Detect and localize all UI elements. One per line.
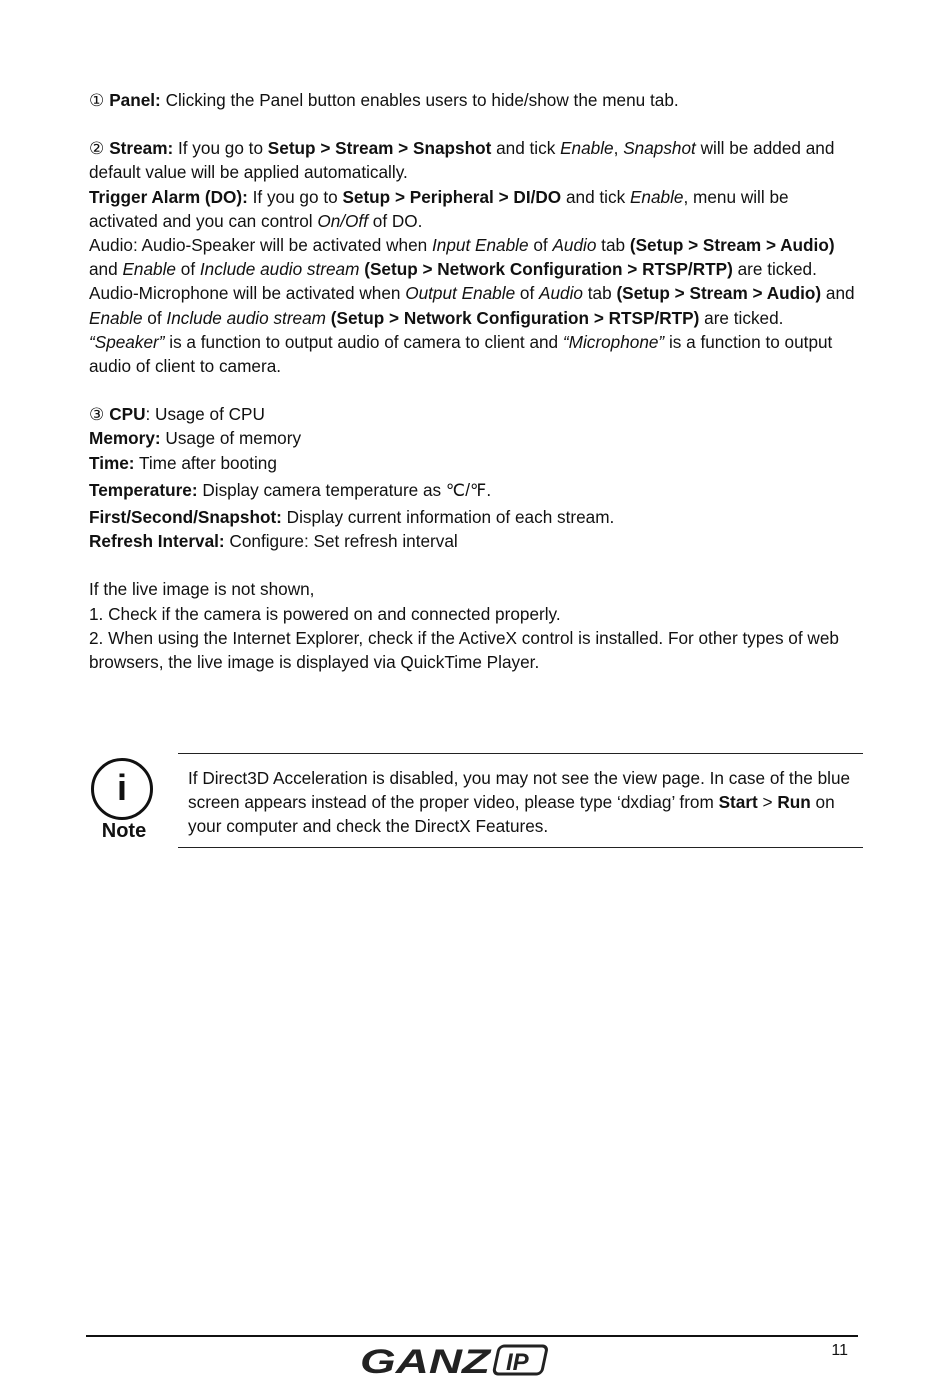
note-text-part: If Direct3D Acceleration is disabled, you may not see the view page. In case of the blue screen appears instead of the proper video, please type ‘dxdiag’ from bbox=[188, 768, 851, 813]
microphone-paragraph bbox=[89, 281, 859, 329]
time-line bbox=[89, 451, 859, 475]
stream-text: and tick bbox=[491, 138, 561, 159]
manual-body bbox=[89, 88, 859, 674]
footer-divider bbox=[86, 1335, 858, 1337]
stream-snapshot: Snapshot bbox=[623, 138, 696, 159]
cpu-label: CPU bbox=[109, 404, 146, 425]
microphone-text: are ticked. bbox=[699, 307, 784, 328]
trigger-text: of DO. bbox=[367, 210, 423, 231]
streams-line bbox=[89, 505, 859, 529]
trigger-paragraph bbox=[89, 185, 859, 233]
trigger-text: If you go to bbox=[247, 186, 343, 207]
speaker-enable: Enable bbox=[122, 259, 176, 280]
microphone-audio: Audio bbox=[539, 283, 583, 304]
panel-text: Clicking the Panel button enables users to hide/show the menu tab. bbox=[160, 90, 679, 110]
troubleshoot-step-1: 1. Check if the camera is powered on and connected properly. bbox=[89, 603, 561, 624]
stream-text: If you go to bbox=[173, 138, 268, 159]
function-microphone: “Microphone” bbox=[562, 331, 665, 352]
microphone-enable: Enable bbox=[89, 307, 143, 328]
memory-text: Usage of memory bbox=[160, 428, 302, 449]
function-text: is a function to output audio of client to camera. bbox=[89, 331, 833, 377]
speaker-text: are ticked. bbox=[732, 259, 817, 280]
microphone-text: Audio-Microphone will be activated when bbox=[89, 283, 406, 304]
temperature-label: Temperature: bbox=[89, 479, 198, 500]
trigger-text: and tick bbox=[561, 186, 630, 207]
streams-text: Display current information of each stream. bbox=[281, 507, 615, 528]
microphone-text: tab bbox=[582, 283, 617, 304]
status-marker: ③ bbox=[89, 404, 105, 425]
refresh-label: Refresh Interval: bbox=[89, 531, 225, 552]
cpu-line bbox=[89, 402, 859, 426]
microphone-include: Include audio stream bbox=[166, 307, 326, 328]
microphone-output-enable: Output Enable bbox=[405, 283, 516, 304]
refresh-text: Configure: Set refresh interval bbox=[224, 531, 458, 552]
stream-label: Stream: bbox=[109, 138, 174, 159]
temperature-text: Display camera temperature as ℃/℉. bbox=[197, 479, 492, 500]
stream-text: , bbox=[613, 138, 624, 159]
speaker-path: (Setup > Stream > Audio) bbox=[629, 235, 835, 256]
panel-label: Panel: bbox=[109, 90, 161, 110]
note-box bbox=[178, 753, 863, 848]
logo-badge: IP bbox=[506, 1349, 529, 1376]
trigger-path: Setup > Peripheral > DI/DO bbox=[342, 186, 562, 207]
memory-line bbox=[89, 426, 859, 450]
microphone-text: of bbox=[515, 283, 540, 304]
info-icon-letter: i bbox=[116, 767, 127, 808]
function-speaker: “Speaker” bbox=[89, 331, 165, 352]
microphone-path: (Setup > Stream > Audio) bbox=[616, 283, 822, 304]
speaker-text: of bbox=[528, 235, 553, 256]
cpu-text: : Usage of CPU bbox=[145, 404, 265, 425]
troubleshoot-step-2: 2. When using the Internet Explorer, check if the ActiveX control is installed. For other types of web browsers, the live image is displayed via QuickTime Player. bbox=[89, 627, 839, 673]
note-run: Run bbox=[777, 792, 811, 813]
speaker-input-enable: Input Enable bbox=[432, 235, 529, 256]
stream-enable: Enable bbox=[560, 138, 614, 159]
stream-text: will be added and default value will be applied automatically. bbox=[89, 138, 835, 183]
trigger-onoff: On/Off bbox=[317, 210, 368, 231]
stream-paragraph bbox=[89, 136, 859, 184]
speaker-path: (Setup > Network Configuration > RTSP/RTP) bbox=[364, 259, 733, 280]
logo-text: GANZ bbox=[360, 1343, 492, 1377]
refresh-line bbox=[89, 529, 859, 553]
speaker-text: of bbox=[175, 259, 200, 280]
stream-marker: ② bbox=[89, 138, 105, 159]
streams-label: First/Second/Snapshot: bbox=[89, 507, 282, 528]
troubleshoot-intro: If the live image is not shown, bbox=[89, 579, 315, 600]
note-label: Note bbox=[101, 820, 147, 842]
speaker-paragraph bbox=[89, 233, 859, 281]
page-number: 11 bbox=[831, 1342, 848, 1359]
panel-paragraph bbox=[89, 88, 859, 112]
speaker-include: Include audio stream bbox=[199, 259, 360, 280]
ganz-ip-logo bbox=[360, 1343, 552, 1377]
note-text bbox=[188, 766, 853, 839]
time-text: Time after booting bbox=[134, 452, 277, 473]
trigger-label: Trigger Alarm (DO): bbox=[89, 186, 248, 207]
trigger-enable: Enable bbox=[629, 186, 684, 207]
speaker-audio: Audio bbox=[552, 235, 597, 256]
microphone-text: of bbox=[142, 307, 167, 328]
speaker-text: Audio: Audio-Speaker will be activated when bbox=[89, 235, 433, 256]
temperature-line bbox=[89, 478, 859, 502]
speaker-text: and bbox=[89, 259, 123, 280]
memory-label: Memory: bbox=[89, 428, 161, 449]
time-label: Time: bbox=[89, 452, 135, 473]
trigger-text: , menu will be activated and you can control bbox=[89, 186, 789, 231]
panel-marker: ① bbox=[89, 90, 105, 110]
speaker-text: tab bbox=[596, 235, 630, 256]
note-text-part: on your computer and check the DirectX Features. bbox=[188, 792, 835, 837]
stream-path: Setup > Stream > Snapshot bbox=[267, 138, 492, 159]
note-text-part: > bbox=[757, 792, 778, 813]
note-start: Start bbox=[718, 792, 758, 813]
microphone-path: (Setup > Network Configuration > RTSP/RTP) bbox=[330, 307, 700, 328]
microphone-text: and bbox=[821, 283, 855, 304]
function-text: is a function to output audio of camera to client and bbox=[164, 331, 563, 352]
function-paragraph bbox=[89, 330, 859, 378]
info-icon bbox=[91, 758, 153, 820]
